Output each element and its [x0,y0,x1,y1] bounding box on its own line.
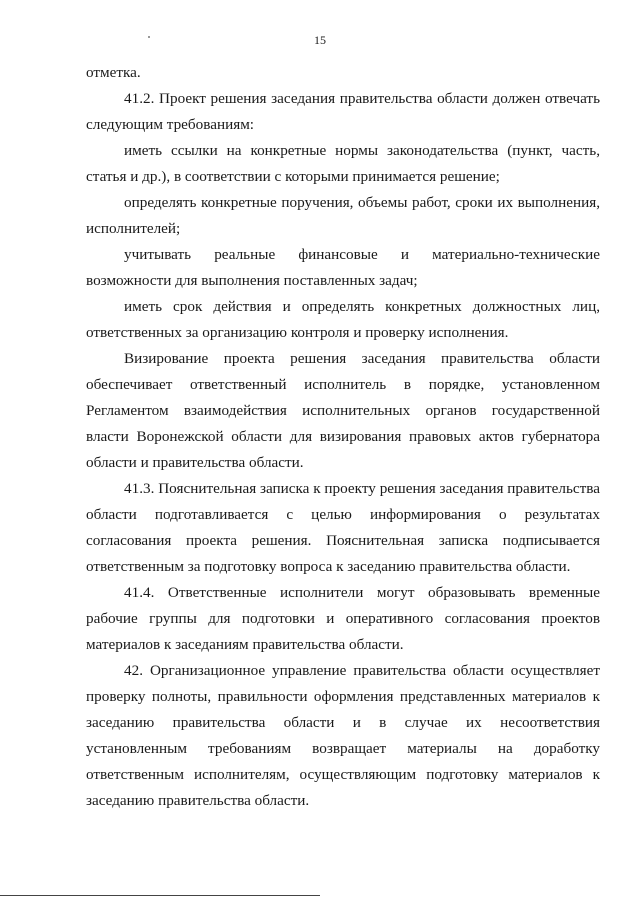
page-number: 15 [314,33,326,47]
document-body [86,60,600,814]
requirement-references: иметь ссылки на конкретные нормы законодательства (пункт, часть, статья и др.), в соответствии с которыми принимается решение; [86,142,600,185]
footer-rule [0,895,320,896]
requirement-assignments: определять конкретные поручения, объемы работ, сроки их выполнения, исполнителей; [86,194,600,237]
paragraph-42: 42. Организационное управление правительства области осуществляет проверку полноты, правильности оформления представленных материалов к заседанию правительства области и в случае их несоответствия установленным требованиям возвращает материалы на доработку ответственным исполнителям, осуществляющим подготовку материалов к заседанию правительства области. [86,662,600,809]
paragraph-endorsement: Визирование проекта решения заседания правительства области обеспечивает ответственный исполнитель в порядке, установленном Регламентом взаимодействия исполнительных органов государственной власти Воронежской области для визирования правовых актов губернатора области и правительства области. [86,350,600,471]
requirement-deadline: иметь срок действия и определять конкретных должностных лиц, ответственных за организацию контроля и проверку исполнения. [86,298,600,341]
paragraph-41-2: 41.2. Проект решения заседания правительства области должен отвечать следующим требованиям: [86,90,600,133]
requirement-resources: учитывать реальные финансовые и материально-технические возможности для выполнения поставленных задач; [86,246,600,289]
paragraph-41-3: 41.3. Пояснительная записка к проекту решения заседания правительства области подготавливается с целью информирования о результатах согласования проекта решения. Пояснительная записка подписывается ответственным за подготовку вопроса к заседанию правительства области. [86,480,600,575]
paragraph-continuation: отметка. [86,64,141,81]
paragraph-41-4: 41.4. Ответственные исполнители могут образовывать временные рабочие группы для подготовки и оперативного согласования проектов материалов к заседаниям правительства области. [86,584,600,653]
